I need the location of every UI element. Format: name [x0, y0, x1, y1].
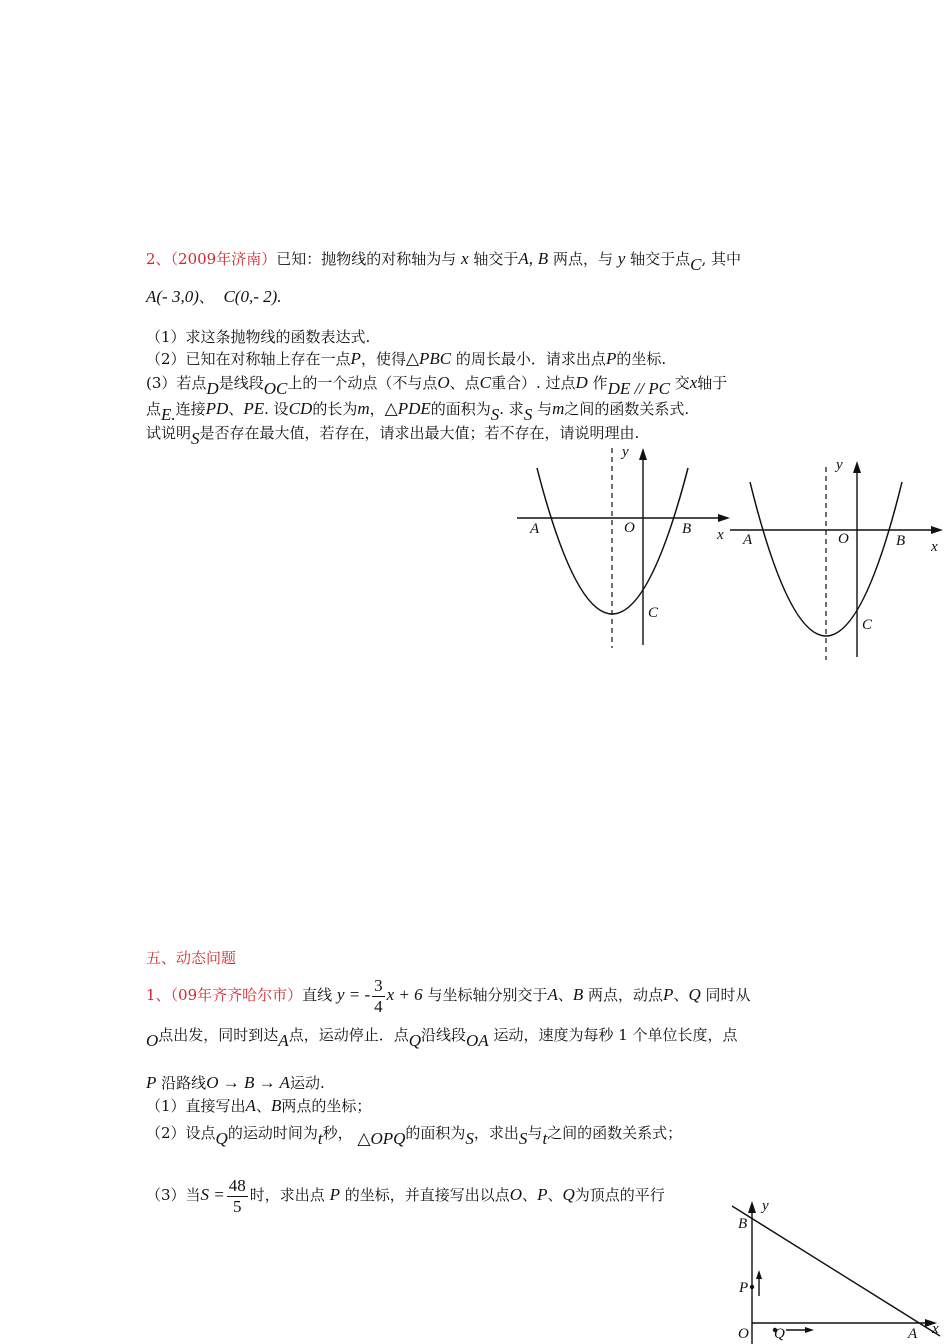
question-1: （1）求这条抛物线的函数表达式.	[146, 328, 371, 346]
stem-text: 直线	[302, 986, 333, 1004]
q-text: 重合）. 过点	[490, 374, 576, 392]
equation-rhs: x + 6	[386, 985, 423, 1004]
problem2-q2	[146, 348, 666, 370]
stem-text: 同时从	[705, 986, 751, 1004]
stem-text: 沿线段	[420, 1026, 466, 1044]
q-text: ，使得	[360, 350, 406, 368]
point-A: A	[245, 1096, 256, 1115]
point-P: P	[605, 349, 617, 368]
point-C: C	[690, 255, 702, 274]
stem-text: 运动，速度为每秒 1 个单位长度，点	[493, 1026, 738, 1044]
comma: ,	[528, 249, 534, 268]
var-m: m	[552, 399, 565, 418]
point-E: E.	[161, 405, 176, 424]
point-B: B	[572, 985, 584, 1004]
q-text: 两点的坐标；	[281, 1097, 372, 1115]
stem-text: , 其中	[701, 250, 741, 268]
q-text: 上的一个动点（不与点	[287, 374, 438, 392]
label-y: y	[762, 1198, 769, 1214]
section-title	[146, 947, 236, 969]
q-text: （1）直接写出	[146, 1097, 246, 1115]
point-D: D	[575, 373, 588, 392]
q-text: 的长为	[312, 400, 358, 418]
q-text: ，	[369, 400, 385, 418]
triangle-OPQ: △OPQ	[357, 1129, 406, 1148]
label-x: x	[717, 527, 724, 543]
label-C: C	[648, 605, 659, 621]
q-text: 为顶点的平行	[574, 1186, 665, 1204]
q-text: 、点	[449, 374, 480, 392]
label-C: C	[862, 617, 873, 633]
label-Q: Q	[774, 1326, 785, 1342]
problem-number: 1、	[146, 986, 171, 1004]
point-P: P	[663, 985, 674, 1004]
q-text: 连接	[175, 400, 206, 418]
q-text: 的坐标.	[616, 350, 667, 368]
stem-text: 两点，与	[552, 250, 613, 268]
label-B: B	[896, 533, 906, 549]
q-text: 的坐标，并直接写出以点	[344, 1186, 510, 1204]
var-x: x	[461, 249, 469, 268]
point-D: D	[206, 379, 219, 398]
label-O: O	[838, 531, 849, 547]
label-B: B	[682, 521, 692, 537]
label-x: x	[932, 1321, 939, 1337]
fraction-numerator: 3	[374, 975, 383, 995]
var-S: S	[518, 1129, 528, 1148]
stem-text: 点，运动停止．点	[288, 1026, 409, 1044]
problem-source: （2009年济南）	[170, 250, 277, 268]
stem-text: 点出发，同时到达	[158, 1026, 279, 1044]
q-text: （3）当	[146, 1186, 201, 1204]
var-S-eq: S =	[200, 1185, 225, 1204]
point-Q: Q	[688, 985, 701, 1004]
separator: 、	[522, 1186, 538, 1204]
fraction-48-5	[227, 1176, 248, 1217]
label-O: O	[738, 1326, 749, 1342]
fraction-denominator: 4	[374, 996, 383, 1016]
point-P: P	[329, 1185, 340, 1204]
triangle-PDE: △PDE	[384, 399, 431, 418]
point-Q: Q	[408, 1031, 421, 1050]
point-B: B	[270, 1096, 282, 1115]
point-B: B	[537, 249, 549, 268]
problem2-q1	[146, 326, 370, 348]
point-P-dot	[750, 1285, 754, 1289]
label-A: A	[908, 1326, 918, 1342]
problem2-q3-line2	[146, 398, 690, 424]
point-A: A	[518, 249, 529, 268]
problem1-line2	[146, 1024, 738, 1050]
triangle-PBC: △PBC	[405, 349, 452, 368]
point-C: C	[479, 373, 491, 392]
point-O: O	[509, 1185, 523, 1204]
parabola-figure-left	[512, 440, 737, 655]
q-text: 试说明	[146, 424, 192, 442]
problem2-coords	[146, 286, 282, 308]
q-text: 的周长最小．请求出点	[455, 350, 606, 368]
q-text: (3）若点	[146, 374, 207, 392]
var-x: x	[689, 373, 698, 392]
point-O: O	[146, 1031, 159, 1050]
label-P: P	[739, 1280, 749, 1296]
stem-text: 运动.	[289, 1074, 325, 1092]
arrow-Q-head	[805, 1327, 814, 1333]
q-text: 点	[146, 400, 162, 418]
label-A: A	[530, 521, 540, 537]
segment-PE: PE	[243, 399, 265, 418]
label-y: y	[836, 457, 843, 473]
problem1-q2	[146, 1122, 683, 1148]
segment-CD: CD	[288, 399, 313, 418]
x-axis-arrow	[931, 526, 943, 534]
label-y: y	[622, 444, 629, 460]
separator: 、	[198, 288, 214, 306]
q-text: 轴于	[697, 374, 728, 392]
label-A: A	[743, 532, 753, 548]
point-O: O	[437, 373, 450, 392]
var-t: t	[317, 1129, 323, 1148]
problem1-line1	[146, 974, 751, 1017]
segment-OC: OC	[263, 379, 288, 398]
q-text: . 求	[499, 400, 524, 418]
point-Q: Q	[562, 1185, 575, 1204]
arrow-P-head	[756, 1270, 762, 1279]
section-title-text: 五、动态问题	[146, 949, 237, 967]
stem-text: 两点，动点	[588, 986, 664, 1004]
problem-number: 2、	[146, 250, 171, 268]
stem-text: 已知：抛物线的对称轴为与	[276, 250, 457, 268]
var-S: S	[523, 405, 533, 424]
var-m: m	[357, 399, 370, 418]
segment-OA: OA	[466, 1031, 489, 1050]
fraction-numerator: 48	[228, 1175, 246, 1195]
line-figure	[730, 1195, 945, 1344]
label-x: x	[931, 539, 938, 555]
q-text: 的面积为	[405, 1124, 466, 1142]
q-text: （2）已知在对称轴上存在一点	[146, 350, 351, 368]
separator: 、	[547, 1186, 563, 1204]
q-text: ，求出	[473, 1124, 519, 1142]
separator: 、	[673, 986, 689, 1004]
problem2-stem	[146, 248, 741, 274]
q-text: 的运动时间为	[227, 1124, 318, 1142]
var-S: S	[191, 429, 200, 448]
q-text: 的面积为	[430, 400, 491, 418]
q-text: 交	[674, 374, 690, 392]
problem1-line3	[146, 1072, 325, 1094]
parallel-DE-PC: DE // PC	[607, 379, 670, 398]
line-AB	[732, 1206, 940, 1336]
parabola-figure-right	[725, 455, 950, 665]
fraction-denominator: 5	[233, 1196, 242, 1216]
q-text: 作	[592, 374, 608, 392]
q-text: 之间的函数关系式；	[547, 1124, 683, 1142]
y-axis-arrow	[639, 448, 647, 460]
separator: 、	[557, 986, 573, 1004]
y-axis-arrow	[748, 1201, 756, 1213]
equation-lhs: y = -	[336, 985, 371, 1004]
segment-PD: PD	[205, 399, 229, 418]
stem-text: 沿路线	[161, 1074, 207, 1092]
fraction-3-4	[372, 976, 385, 1017]
q-text: . 设	[264, 400, 289, 418]
problem-source: （09年齐齐哈尔市）	[170, 986, 303, 1004]
label-B: B	[738, 1216, 748, 1232]
q-text: 与	[527, 1124, 543, 1142]
coord-C: C(0,- 2).	[223, 287, 282, 306]
coord-A: A(- 3,0)	[146, 287, 199, 306]
q-text: 秒，	[322, 1124, 353, 1142]
q-text: 是线段	[218, 374, 264, 392]
label-O: O	[624, 520, 635, 536]
problem2-q3-line1	[146, 372, 728, 398]
point-A: A	[278, 1031, 289, 1050]
point-A: A	[547, 985, 558, 1004]
point-Q: Q	[215, 1129, 228, 1148]
stem-text: 轴交于	[473, 250, 519, 268]
point-P: P	[537, 1185, 548, 1204]
var-y: y	[617, 249, 626, 268]
path-O-B-A: O → B → A	[206, 1073, 290, 1092]
var-S: S	[465, 1129, 474, 1148]
point-P: P	[146, 1073, 157, 1092]
separator: 、	[255, 1097, 271, 1115]
q-text: 时，求出点	[249, 1186, 325, 1204]
q-text: 是否存在最大值，若存在，请求出最大值；若不存在，请说明理由.	[199, 424, 640, 442]
q-text: 之间的函数关系式.	[564, 400, 690, 418]
y-axis-arrow	[853, 461, 861, 473]
q-text: 与	[537, 400, 553, 418]
stem-text: 与坐标轴分别交于	[427, 986, 548, 1004]
var-S: S	[490, 405, 500, 424]
problem1-q3	[146, 1172, 665, 1218]
var-t: t	[542, 1129, 548, 1148]
q-text: 、	[228, 400, 244, 418]
point-P: P	[350, 349, 361, 368]
stem-text: 轴交于点	[630, 250, 691, 268]
q-text: （2）设点	[146, 1124, 216, 1142]
problem1-q1	[146, 1095, 371, 1117]
